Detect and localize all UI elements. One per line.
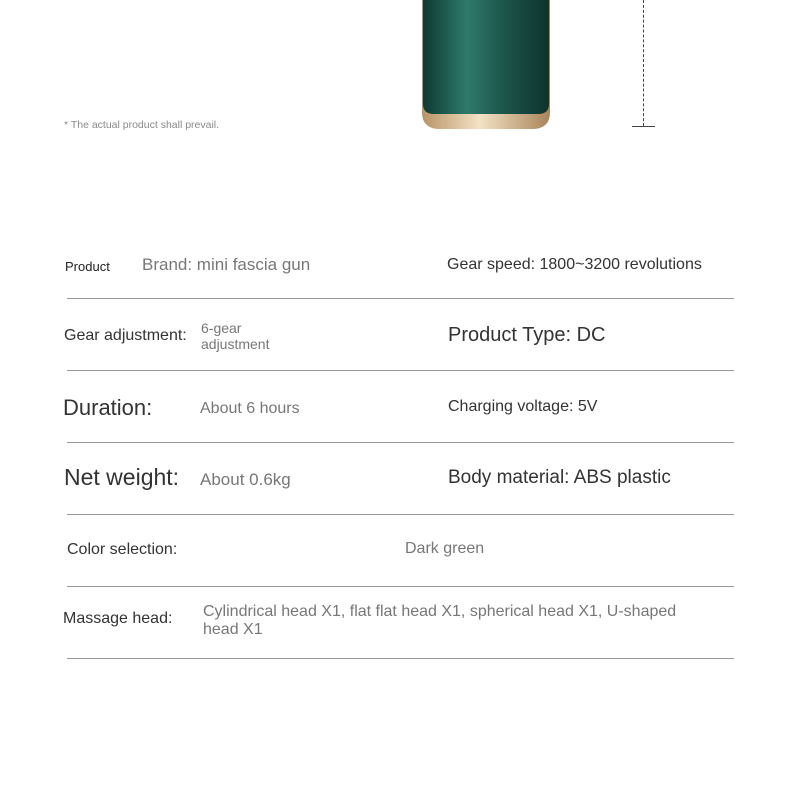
row-divider: [67, 586, 734, 587]
dimension-line-cap: [632, 126, 655, 127]
row-divider: [67, 442, 734, 443]
row-divider: [67, 514, 734, 515]
net-weight-value: About 0.6kg: [200, 470, 291, 489]
gear-adjustment-value: 6-gear adjustment: [201, 320, 270, 352]
dimension-line: [643, 0, 644, 126]
color-selection-label: Color selection:: [67, 541, 178, 558]
row-divider: [67, 298, 734, 299]
duration-value: About 6 hours: [200, 400, 300, 417]
duration-label: Duration:: [63, 395, 153, 420]
net-weight-label: Net weight:: [64, 464, 180, 490]
massage-head-value: Cylindrical head X1, flat flat head X1, spherical head X1, U-shaped head X1: [203, 603, 677, 638]
gear-adjustment-label: Gear adjustment:: [64, 327, 187, 344]
brand-value: Brand: mini fascia gun: [142, 255, 311, 274]
row-divider: [67, 658, 734, 659]
massage-head-label: Massage head:: [63, 610, 173, 627]
charging-voltage-value: Charging voltage: 5V: [448, 398, 598, 415]
row-divider: [67, 370, 734, 371]
gear-speed-value: Gear speed: 1800~3200 revolutions: [447, 256, 702, 273]
disclaimer-note: * The actual product shall prevail.: [64, 119, 220, 131]
product-type-value: Product Type: DC: [448, 324, 606, 346]
body-material-value: Body material: ABS plastic: [448, 467, 671, 488]
product-label: Product: [65, 259, 110, 274]
product-image: [420, 0, 552, 133]
color-selection-value: Dark green: [405, 540, 485, 557]
